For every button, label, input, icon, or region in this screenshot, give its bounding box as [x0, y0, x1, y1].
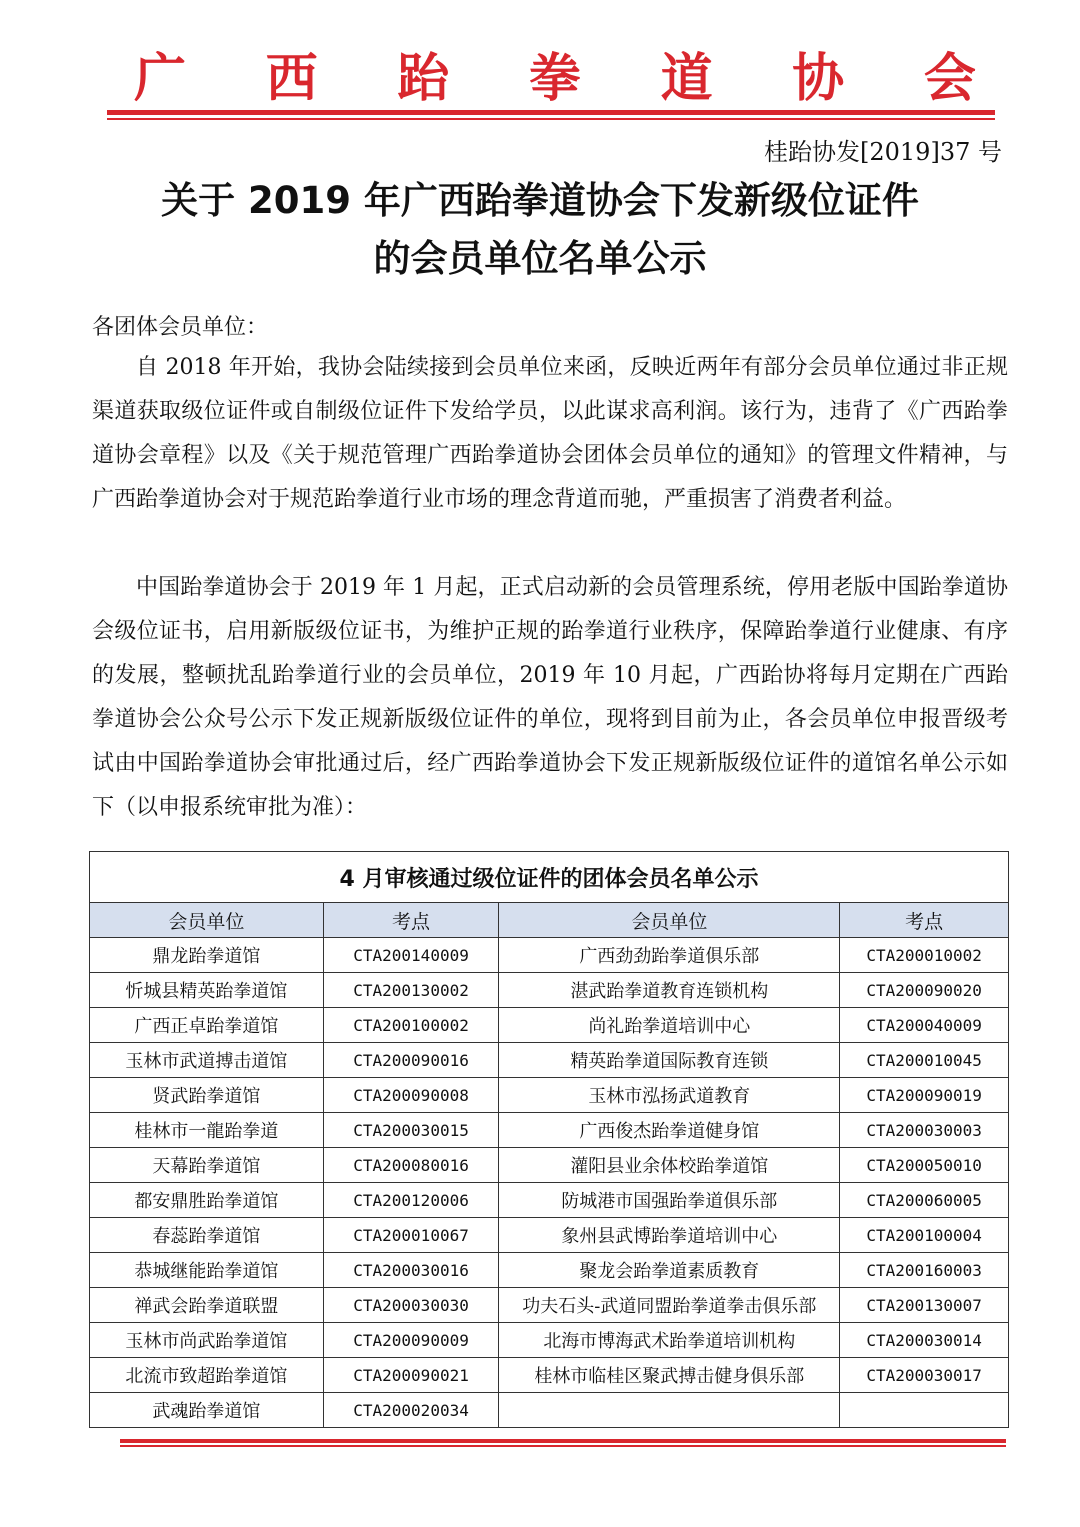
member-unit-cell: 贤武跆拳道馆: [90, 1078, 324, 1113]
member-unit-cell: 湛武跆拳道教育连锁机构: [499, 973, 840, 1008]
member-unit-cell: 广西俊杰跆拳道健身馆: [499, 1113, 840, 1148]
exam-site-cell: CTA200120006: [323, 1183, 499, 1218]
member-unit-cell: 尚礼跆拳道培训中心: [499, 1008, 840, 1043]
table-row: [90, 1008, 1009, 1043]
member-unit-cell: 天幕跆拳道馆: [90, 1148, 324, 1183]
member-unit-cell: 广西正卓跆拳道馆: [90, 1008, 324, 1043]
table-row: [90, 973, 1009, 1008]
exam-site-cell: CTA200100002: [323, 1008, 499, 1043]
table-row: [90, 1253, 1009, 1288]
member-unit-cell: 象州县武博跆拳道培训中心: [499, 1218, 840, 1253]
exam-site-cell: CTA200030003: [840, 1113, 1009, 1148]
masthead-char: 道: [660, 47, 713, 109]
document-number: 桂跆协发[2019]37 号: [764, 138, 1002, 166]
member-unit-cell: [499, 1393, 840, 1428]
exam-site-cell: CTA200020034: [323, 1393, 499, 1428]
member-unit-cell: 都安鼎胜跆拳道馆: [90, 1183, 324, 1218]
table-row: [90, 1148, 1009, 1183]
exam-site-cell: CTA200090021: [323, 1358, 499, 1393]
member-unit-cell: 广西劲劲跆拳道俱乐部: [499, 938, 840, 973]
exam-site-cell: CTA200040009: [840, 1008, 1009, 1043]
exam-site-cell: [840, 1393, 1009, 1428]
member-unit-cell: 北海市博海武术跆拳道培训机构: [499, 1323, 840, 1358]
title-line-2: 的会员单位名单公示: [373, 237, 707, 280]
table-title: 4 月审核通过级位证件的团体会员名单公示: [90, 852, 1009, 903]
member-unit-cell: 武魂跆拳道馆: [90, 1393, 324, 1428]
exam-site-cell: CTA200090020: [840, 973, 1009, 1008]
exam-site-cell: CTA200080016: [323, 1148, 499, 1183]
salutation: 各团体会员单位：: [92, 315, 269, 340]
member-unit-cell: 玉林市泓扬武道教育: [499, 1078, 840, 1113]
masthead-char: 会: [923, 47, 976, 109]
member-unit-cell: 灌阳县业余体校跆拳道馆: [499, 1148, 840, 1183]
member-unit-cell: 春蕊跆拳道馆: [90, 1218, 324, 1253]
table-row: [90, 1288, 1009, 1323]
exam-site-cell: CTA200060005: [840, 1183, 1009, 1218]
header-exam-site-2: 考点: [840, 903, 1009, 938]
paragraph-2: 中国跆拳道协会于 2019 年 1 月起，正式启动新的会员管理系统，停用老版中国跆拳道协会级位证书，启用新版级位证书，为维护正规的跆拳道行业秩序，保障跆拳道行业健康、有序的发展，整顿扰乱跆拳道行业的会员单位，2019 年 10 月起，广西跆协将每月定期在广西跆拳道协会公众号公示下发正规新版级位证件的单位，现将到目前为止，各会员单位申报晋级考试由中国跆拳道协会审批通过后，经广西跆拳道协会下发正规新版级位证件的道馆名单公示如下（以申报系统审批为准）：: [92, 575, 1008, 820]
masthead-char: 拳: [528, 47, 581, 109]
exam-site-cell: CTA200030017: [840, 1358, 1009, 1393]
exam-site-cell: CTA200160003: [840, 1253, 1009, 1288]
member-unit-cell: 玉林市武道搏击道馆: [90, 1043, 324, 1078]
masthead-char: 西: [265, 47, 318, 109]
exam-site-cell: CTA200030014: [840, 1323, 1009, 1358]
exam-site-cell: CTA200090008: [323, 1078, 499, 1113]
table-row: [90, 1323, 1009, 1358]
table-row: [90, 1043, 1009, 1078]
exam-site-cell: CTA200100004: [840, 1218, 1009, 1253]
table-row: [90, 938, 1009, 973]
masthead-char: 广: [133, 47, 186, 109]
exam-site-cell: CTA200030030: [323, 1288, 499, 1323]
table-row: [90, 1218, 1009, 1253]
masthead-char: 跆: [397, 47, 450, 109]
exam-site-cell: CTA200090009: [323, 1323, 499, 1358]
member-unit-cell: 忻城县精英跆拳道馆: [90, 973, 324, 1008]
masthead-rule-thick: [107, 110, 995, 115]
title-line-1: 关于 2019 年广西跆拳道协会下发新级位证件: [161, 179, 919, 222]
table-row: [90, 1113, 1009, 1148]
paragraph-1: 自 2018 年开始，我协会陆续接到会员单位来函，反映近两年有部分会员单位通过非正规渠道获取级位证件或自制级位证件下发给学员，以此谋求高利润。该行为，违背了《广西跆拳道协会章程》以及《关于规范管理广西跆拳道协会团体会员单位的通知》的管理文件精神，与广西跆拳道协会对于规范跆拳道行业市场的理念背道而驰，严重损害了消费者利益。: [92, 355, 1008, 512]
masthead-rule-thin: [107, 118, 995, 120]
member-unit-cell: 聚龙会跆拳道素质教育: [499, 1253, 840, 1288]
exam-site-cell: CTA200010045: [840, 1043, 1009, 1078]
member-unit-cell: 功夫石头-武道同盟跆拳道拳击俱乐部: [499, 1288, 840, 1323]
table-row: [90, 1393, 1009, 1428]
member-unit-cell: 北流市致超跆拳道馆: [90, 1358, 324, 1393]
member-unit-cell: 鼎龙跆拳道馆: [90, 938, 324, 973]
member-unit-cell: 防城港市国强跆拳道俱乐部: [499, 1183, 840, 1218]
member-unit-cell: 恭城继能跆拳道馆: [90, 1253, 324, 1288]
member-unit-cell: 玉林市尚武跆拳道馆: [90, 1323, 324, 1358]
table-row: [90, 1358, 1009, 1393]
masthead-char: 协: [792, 47, 845, 109]
member-unit-cell: 精英跆拳道国际教育连锁: [499, 1043, 840, 1078]
member-unit-cell: 桂林市一龍跆拳道: [90, 1113, 324, 1148]
member-unit-cell: 桂林市临桂区聚武搏击健身俱乐部: [499, 1358, 840, 1393]
exam-site-cell: CTA200130002: [323, 973, 499, 1008]
header-exam-site-1: 考点: [323, 903, 499, 938]
table-row: [90, 1078, 1009, 1113]
masthead: [120, 38, 990, 108]
exam-site-cell: CTA200130007: [840, 1288, 1009, 1323]
exam-site-cell: CTA200010002: [840, 938, 1009, 973]
table-row: [90, 1183, 1009, 1218]
exam-site-cell: CTA200140009: [323, 938, 499, 973]
exam-site-cell: CTA200090016: [323, 1043, 499, 1078]
footer-rule-thin: [120, 1445, 1006, 1447]
footer-rule-thick: [120, 1439, 1006, 1443]
exam-site-cell: CTA200050010: [840, 1148, 1009, 1183]
header-member-unit-1: 会员单位: [90, 903, 324, 938]
member-unit-cell: 禅武会跆拳道联盟: [90, 1288, 324, 1323]
exam-site-cell: CTA200090019: [840, 1078, 1009, 1113]
member-list-table: [89, 851, 1009, 1428]
exam-site-cell: CTA200030015: [323, 1113, 499, 1148]
exam-site-cell: CTA200030016: [323, 1253, 499, 1288]
header-member-unit-2: 会员单位: [499, 903, 840, 938]
exam-site-cell: CTA200010067: [323, 1218, 499, 1253]
